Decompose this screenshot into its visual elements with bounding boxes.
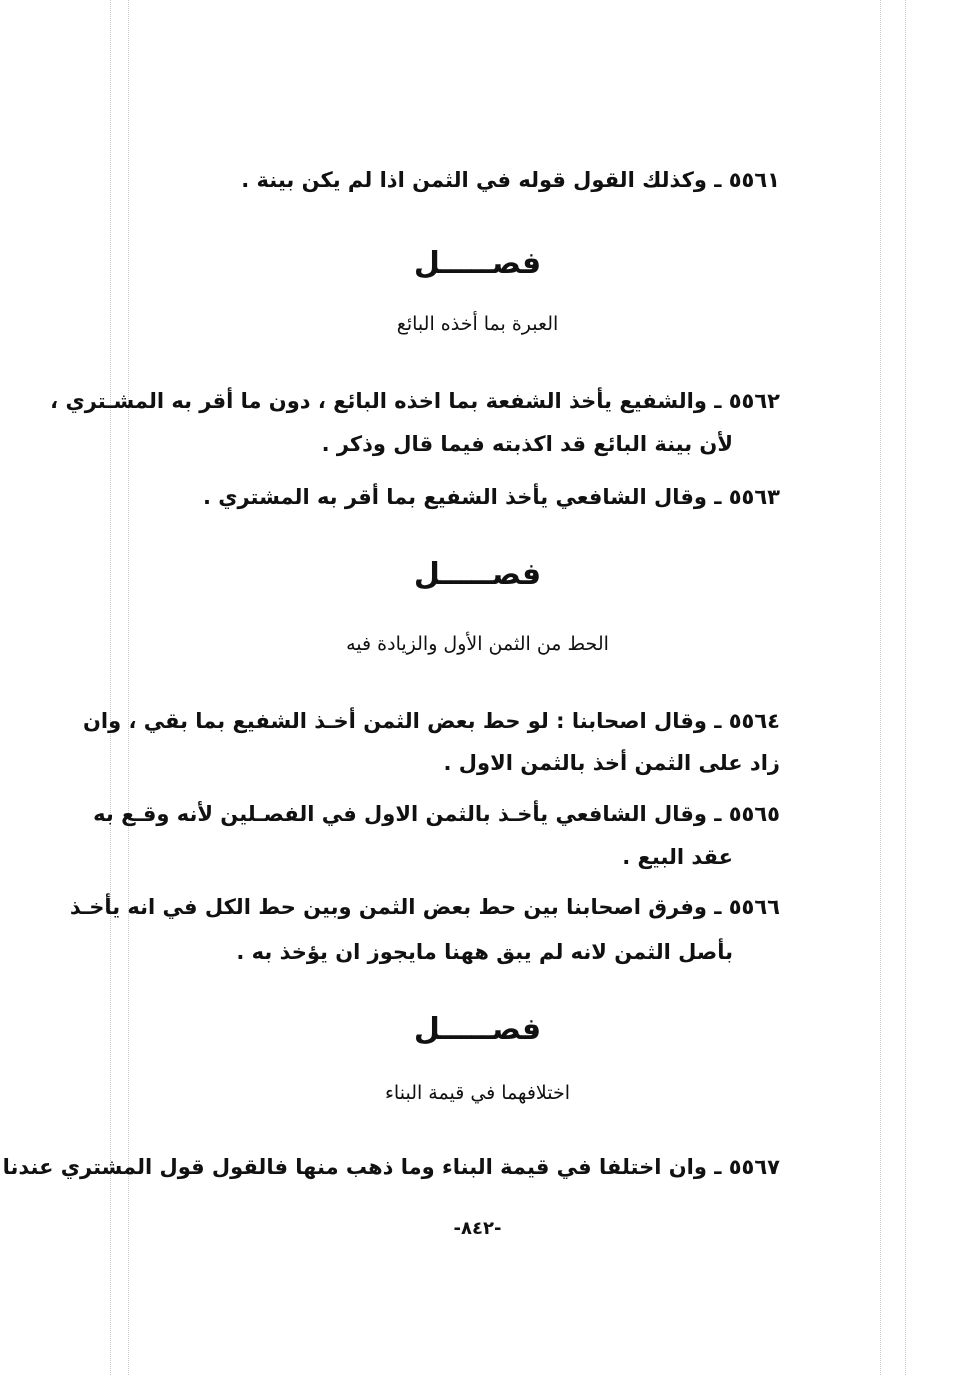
paragraph-5565-line-1: ٥٥٦٥ ـ وقال الشافعي يأخـذ بالثمن الاول في الفصـلين لأنه وقـع به xyxy=(93,802,780,826)
paragraph-5565-line-2: عقد البيع . xyxy=(622,845,733,869)
paragraph-5564-line-1: ٥٥٦٤ ـ وقال اصحابنا : لو حط بعض الثمن أخـذ الشفيع بما بقي ، وان xyxy=(82,709,780,733)
paragraph-5562-line-1: ٥٥٦٢ ـ والشفيع يأخذ الشفعة بما اخذه البائع ، دون ما أقر به المشـتري ، xyxy=(50,389,780,413)
paragraph-5562-line-2: لأن بينة البائع قد اكذبته فيما قال وذكر . xyxy=(321,432,733,456)
paragraph-5563-line-1: ٥٥٦٣ ـ وقال الشافعي يأخذ الشفيع بما أقر به المشتري . xyxy=(202,485,780,509)
section-subheading-1: العبرة بما أخذه البائع xyxy=(396,313,559,335)
paragraph-5567-line-1: ٥٥٦٧ ـ وان اختلفا في قيمة البناء وما ذهب منها فالقول قول المشتري عندنا xyxy=(2,1155,780,1179)
paragraph-5566-line-2: بأصل الثمن لانه لم يبق ههنا مايجوز ان يؤخذ به . xyxy=(236,940,733,964)
section-subheading-2: الحط من الثمن الأول والزيادة فيه xyxy=(346,633,609,655)
page-number: -٨٤٢- xyxy=(453,1218,502,1239)
section-heading-3: فصـــــل xyxy=(413,1012,542,1047)
paragraph-5566-line-1: ٥٥٦٦ ـ وفرق اصحابنا بين حط بعض الثمن وبين حط الكل في انه يأخـذ xyxy=(69,895,780,919)
paragraph-5564-line-2: زاد على الثمن أخذ بالثمن الاول . xyxy=(443,751,780,775)
section-subheading-3: اختلافهما في قيمة البناء xyxy=(385,1082,570,1104)
section-heading-1: فصـــــل xyxy=(413,246,542,281)
section-heading-2: فصـــــل xyxy=(413,557,542,592)
paragraph-5561-line-1: ٥٥٦١ ـ وكذلك القول قوله في الثمن اذا لم يكن بينة . xyxy=(241,168,780,192)
